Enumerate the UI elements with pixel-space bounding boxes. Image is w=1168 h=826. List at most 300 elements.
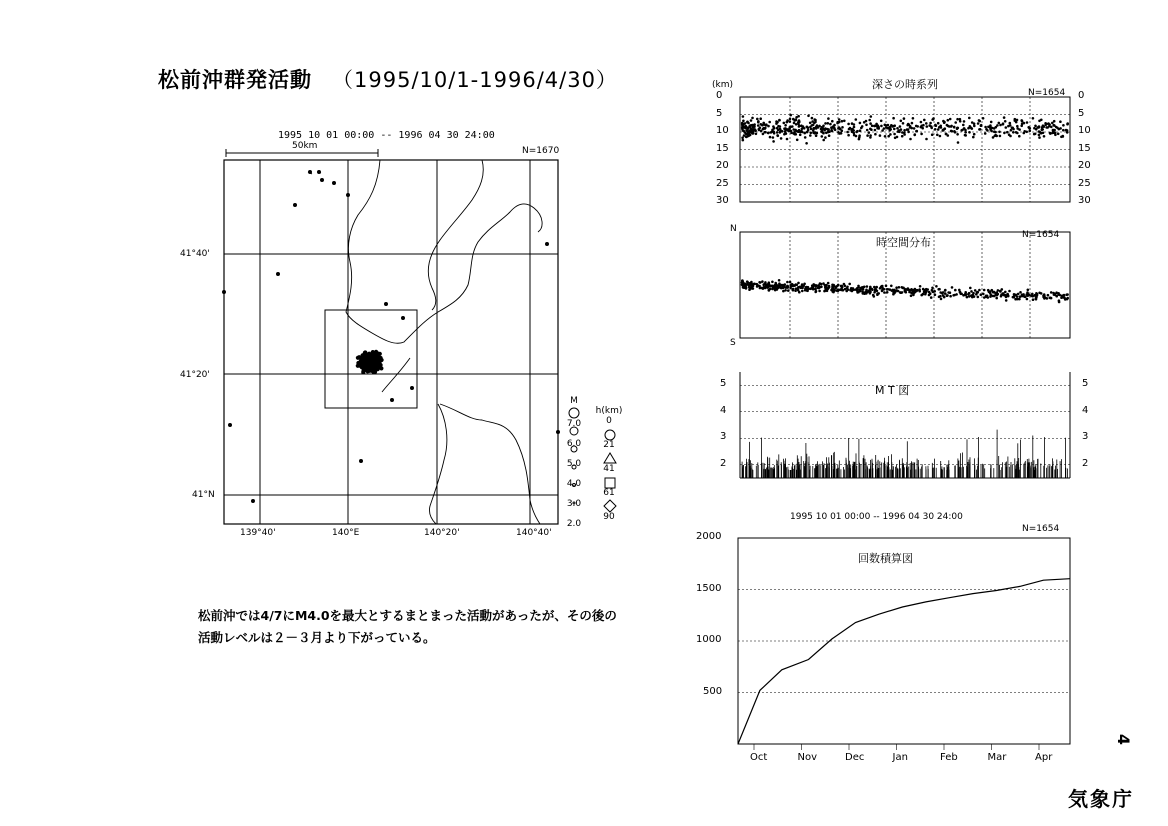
- depth-point: [855, 118, 858, 121]
- depth-point: [847, 123, 850, 126]
- depth-point: [866, 134, 869, 137]
- st-point: [837, 290, 840, 293]
- st-point: [762, 283, 765, 286]
- epicenter-point: [362, 371, 365, 374]
- st-point: [818, 290, 821, 293]
- st-point: [944, 289, 947, 292]
- depth-point: [885, 126, 888, 129]
- st-point: [1002, 293, 1005, 296]
- depth-point: [967, 127, 970, 130]
- st-point: [749, 282, 752, 285]
- depth-point: [793, 131, 796, 134]
- mt-tick-right: 3: [1082, 431, 1089, 443]
- depth-point: [746, 128, 749, 131]
- depth-point: [874, 129, 877, 132]
- depth-tick-right: 0: [1078, 90, 1085, 101]
- depth-point: [870, 115, 873, 118]
- lon-label-139-40: 139°40': [240, 528, 276, 538]
- depth-point: [934, 128, 937, 131]
- depth-point: [818, 125, 821, 128]
- depth-point: [809, 122, 812, 125]
- depth-point: [772, 140, 775, 143]
- st-point: [976, 291, 979, 294]
- depth-point: [752, 132, 755, 135]
- depth-point: [809, 134, 812, 137]
- depth-point: [962, 124, 965, 127]
- depth-point: [776, 131, 779, 134]
- depth-point: [822, 125, 825, 128]
- lat-label-41: 41°N: [192, 490, 215, 500]
- st-point: [844, 285, 847, 288]
- depth-point: [789, 120, 792, 123]
- st-point: [828, 286, 831, 289]
- st-point: [967, 293, 970, 296]
- st-point: [895, 286, 898, 289]
- legend-m-6: 6.0: [566, 439, 582, 449]
- st-point: [1031, 295, 1034, 298]
- coastline: [308, 160, 542, 524]
- mt-tick-left: 5: [720, 378, 727, 390]
- st-point: [940, 298, 943, 301]
- st-point: [746, 283, 749, 286]
- st-point: [1035, 298, 1038, 301]
- st-point: [845, 290, 848, 293]
- depth-point: [940, 126, 943, 129]
- depth-point: [1016, 119, 1019, 122]
- st-point: [743, 285, 746, 288]
- epicenter-point: [294, 204, 297, 207]
- cum-tick-x: Mar: [987, 752, 1007, 763]
- st-point: [938, 288, 941, 291]
- depth-point: [840, 132, 843, 135]
- depth-point: [1011, 126, 1014, 129]
- depth-point: [787, 129, 790, 132]
- cum-tick-y: 1500: [696, 582, 722, 594]
- st-point: [907, 288, 910, 291]
- depth-point: [936, 134, 939, 137]
- depth-tick-left: 5: [716, 107, 723, 119]
- depth-point: [1016, 125, 1019, 128]
- depth-point: [879, 134, 882, 137]
- st-point: [857, 285, 860, 288]
- depth-point: [803, 132, 806, 135]
- depth-point: [986, 129, 989, 132]
- depth-point: [847, 134, 850, 137]
- st-point: [840, 287, 843, 290]
- st-point: [782, 285, 785, 288]
- st-point: [774, 285, 777, 288]
- depth-point: [964, 134, 967, 137]
- cum-chart-n: N=1654: [1022, 524, 1060, 534]
- legend-h-21: 21: [603, 440, 615, 450]
- depth-point: [768, 121, 771, 124]
- depth-point: [868, 119, 871, 122]
- depth-point: [984, 132, 987, 135]
- depth-point: [778, 119, 781, 122]
- depth-point: [893, 128, 896, 131]
- epicenter-point: [277, 273, 280, 276]
- depth-point: [880, 125, 883, 128]
- cum-tick-x: Dec: [845, 752, 865, 763]
- st-point: [999, 290, 1002, 293]
- depth-point: [906, 124, 909, 127]
- depth-point: [1065, 129, 1068, 132]
- depth-tick-left: 30: [716, 195, 729, 206]
- st-point: [925, 290, 928, 293]
- epicenter-point: [385, 303, 388, 306]
- epicenter-point: [318, 171, 321, 174]
- depth-point: [789, 114, 792, 117]
- st-point: [1058, 301, 1061, 304]
- st-point: [923, 291, 926, 294]
- depth-point: [903, 133, 906, 136]
- depth-point: [1029, 130, 1032, 133]
- st-point: [850, 287, 853, 290]
- depth-point: [1012, 131, 1015, 134]
- st-point: [814, 291, 817, 294]
- cum-tick-y: 500: [703, 685, 723, 697]
- st-point: [953, 294, 956, 297]
- depth-point: [780, 137, 783, 140]
- depth-point: [1010, 129, 1013, 132]
- depth-point: [794, 119, 797, 122]
- depth-point: [915, 125, 918, 128]
- st-point: [751, 287, 754, 290]
- depth-point: [893, 133, 896, 136]
- st-point: [946, 294, 949, 297]
- depth-point: [742, 120, 745, 123]
- depth-point: [742, 139, 745, 142]
- epicenter-point: [372, 352, 375, 355]
- depth-point: [750, 119, 753, 122]
- lat-label-41-20: 41°20': [180, 370, 210, 380]
- legend-h-title: h(km): [595, 406, 623, 416]
- depth-tick-right: 5: [1078, 107, 1085, 119]
- depth-point: [763, 123, 766, 126]
- st-point: [969, 287, 972, 290]
- depth-point: [1057, 133, 1060, 136]
- st-point: [982, 293, 985, 296]
- st-chart-south: S: [730, 338, 736, 348]
- depth-point: [814, 131, 817, 134]
- legend-m-2: 2.0: [566, 519, 582, 529]
- st-point: [1032, 298, 1035, 301]
- epicenter-point: [358, 356, 361, 359]
- depth-point: [1009, 122, 1012, 125]
- st-point: [827, 282, 830, 285]
- epicenter-point: [372, 359, 375, 362]
- depth-point: [776, 127, 779, 130]
- depth-point: [798, 125, 801, 128]
- epicenter-point: [321, 179, 324, 182]
- depth-point: [790, 132, 793, 135]
- depth-chart-title: 深さの時系列: [872, 78, 938, 91]
- mt-tick-left: 3: [720, 431, 727, 443]
- depth-point: [931, 118, 934, 121]
- title-text: 松前沖群発活動: [158, 68, 312, 92]
- depth-point: [859, 129, 862, 132]
- depth-point: [1037, 126, 1040, 129]
- depth-point: [998, 122, 1001, 125]
- st-point: [988, 291, 991, 294]
- depth-point: [1044, 122, 1047, 125]
- depth-point: [1034, 125, 1037, 128]
- depth-point: [764, 131, 767, 134]
- depth-point: [811, 117, 814, 120]
- depth-point: [911, 122, 914, 125]
- st-point: [949, 295, 952, 298]
- depth-chart-n: N=1654: [1028, 88, 1066, 98]
- legend-m4-symbol: [572, 465, 576, 469]
- st-point: [931, 287, 934, 290]
- cumulative-line: [738, 579, 1070, 744]
- st-point: [778, 279, 781, 282]
- depth-point: [968, 117, 971, 120]
- depth-point: [866, 129, 869, 132]
- st-point: [910, 295, 913, 298]
- legend-h61-symbol: [604, 500, 616, 512]
- st-point: [928, 291, 931, 294]
- st-point: [1018, 298, 1021, 301]
- depth-point: [767, 125, 770, 128]
- st-point: [786, 281, 789, 284]
- depth-point: [956, 127, 959, 130]
- st-point: [885, 285, 888, 288]
- depth-point: [786, 138, 789, 141]
- depth-point: [1006, 131, 1009, 134]
- st-point: [833, 285, 836, 288]
- depth-point: [892, 117, 895, 120]
- depth-point: [741, 136, 744, 139]
- depth-point: [907, 128, 910, 131]
- depth-point: [901, 135, 904, 138]
- st-point: [840, 285, 843, 288]
- st-point: [893, 292, 896, 295]
- st-point: [782, 290, 785, 293]
- st-point: [881, 290, 884, 293]
- depth-point: [889, 128, 892, 131]
- depth-point: [1002, 122, 1005, 125]
- depth-point: [871, 125, 874, 128]
- legend-m-7: 7.0: [566, 419, 582, 429]
- depth-point: [980, 124, 983, 127]
- depth-point: [1004, 120, 1007, 123]
- st-point: [801, 290, 804, 293]
- depth-point: [1033, 127, 1036, 130]
- st-point: [873, 286, 876, 289]
- st-point: [793, 284, 796, 287]
- depth-point: [1046, 126, 1049, 129]
- depth-point: [900, 120, 903, 123]
- depth-point: [999, 124, 1002, 127]
- depth-point: [1066, 123, 1069, 126]
- epicenter-point: [360, 460, 363, 463]
- legend-m-5: 5.0: [566, 459, 582, 469]
- depth-point: [781, 130, 784, 133]
- epicenter-point: [367, 361, 370, 364]
- depth-point: [786, 121, 789, 124]
- legend-h-0: 0: [606, 416, 612, 426]
- depth-point: [887, 124, 890, 127]
- legend-h41-symbol: [605, 478, 615, 488]
- depth-point: [893, 124, 896, 127]
- legend-h-90: 90: [603, 512, 615, 522]
- depth-point: [812, 124, 815, 127]
- st-point: [1025, 293, 1028, 296]
- depth-point: [939, 135, 942, 138]
- depth-point: [851, 122, 854, 125]
- st-point: [942, 294, 945, 297]
- depth-point: [757, 124, 760, 127]
- epicenter-point: [309, 171, 312, 174]
- lon-label-140: 140°E: [332, 528, 360, 538]
- depth-point: [903, 129, 906, 132]
- depth-point: [978, 119, 981, 122]
- depth-point: [902, 122, 905, 125]
- st-point: [1007, 295, 1010, 298]
- depth-point: [812, 128, 815, 131]
- st-point: [1023, 295, 1026, 298]
- depth-point: [928, 124, 931, 127]
- depth-point: [1038, 134, 1041, 137]
- cum-tick-x: Feb: [940, 752, 958, 763]
- st-point: [978, 289, 981, 292]
- depth-point: [937, 128, 940, 131]
- depth-point: [1015, 131, 1018, 134]
- depth-point: [998, 131, 1001, 134]
- depth-tick-right: 25: [1078, 177, 1091, 189]
- depth-point: [762, 133, 765, 136]
- st-point: [873, 291, 876, 294]
- epicenter-point: [368, 357, 371, 360]
- legend-m2-symbol: [573, 502, 575, 504]
- epicenter-point: [365, 358, 368, 361]
- st-point: [765, 285, 768, 288]
- st-point: [934, 293, 937, 296]
- st-point: [886, 291, 889, 294]
- depth-point: [821, 130, 824, 133]
- st-point: [876, 290, 879, 293]
- depth-tick-left: 20: [716, 160, 729, 171]
- depth-point: [964, 131, 967, 134]
- depth-point: [747, 122, 750, 125]
- depth-point: [991, 127, 994, 130]
- depth-point: [792, 128, 795, 131]
- legend-h0-symbol: [605, 430, 615, 440]
- depth-point: [815, 134, 818, 137]
- st-point: [779, 284, 782, 287]
- depth-point: [824, 127, 827, 130]
- depth-point: [1034, 133, 1037, 136]
- depth-point: [783, 122, 786, 125]
- depth-tick-right: 10: [1078, 125, 1091, 136]
- st-point: [951, 286, 954, 289]
- depth-point: [749, 131, 752, 134]
- depth-point: [925, 122, 928, 125]
- st-point: [789, 286, 792, 289]
- st-point: [771, 285, 774, 288]
- st-point: [966, 296, 969, 299]
- st-point: [890, 285, 893, 288]
- depth-point: [915, 130, 918, 133]
- depth-point: [828, 134, 831, 137]
- st-point: [837, 284, 840, 287]
- legend-symbols: [569, 408, 616, 512]
- epicenter-point: [379, 356, 382, 359]
- depth-point: [1051, 122, 1054, 125]
- comment-text: 松前沖では4/7にM4.0を最大とするまとまった活動があったが、その後の活動レベルは２－３月より下がっている。: [198, 608, 617, 645]
- depth-point: [874, 133, 877, 136]
- st-point: [939, 295, 942, 298]
- depth-point: [1005, 126, 1008, 129]
- depth-point: [810, 132, 813, 135]
- st-point: [790, 283, 793, 286]
- st-point: [741, 279, 744, 282]
- depth-point: [838, 118, 841, 121]
- depth-point: [767, 132, 770, 135]
- legend-h-41: 41: [603, 464, 615, 474]
- depth-point: [856, 130, 859, 133]
- st-point: [1052, 292, 1055, 295]
- depth-point: [821, 135, 824, 138]
- st-point: [805, 286, 808, 289]
- depth-tick-left: 0: [716, 90, 723, 101]
- st-point: [1050, 291, 1053, 294]
- mt-chart-title: M T 図: [875, 384, 910, 397]
- depth-point: [947, 125, 950, 128]
- page-number: 4: [1114, 733, 1134, 746]
- st-point: [868, 289, 871, 292]
- depth-point: [793, 122, 796, 125]
- st-point: [876, 292, 879, 295]
- cum-tick-x: Apr: [1035, 752, 1053, 763]
- epicenter-point: [372, 364, 375, 367]
- depth-point: [843, 120, 846, 123]
- st-point: [846, 286, 849, 289]
- depth-point: [870, 128, 873, 131]
- depth-point: [841, 126, 844, 129]
- st-point: [1008, 290, 1011, 293]
- depth-point: [825, 132, 828, 135]
- st-point: [974, 289, 977, 292]
- st-point: [775, 288, 778, 291]
- depth-point: [855, 135, 858, 138]
- epicenter-point: [391, 399, 394, 402]
- st-point: [758, 281, 761, 284]
- depth-point: [896, 127, 899, 130]
- depth-point: [926, 125, 929, 128]
- depth-point: [954, 121, 957, 124]
- depth-point: [1003, 116, 1006, 119]
- depth-point: [824, 136, 827, 139]
- depth-point: [771, 129, 774, 132]
- legend-m3-symbol: [573, 484, 576, 487]
- depth-chart: [740, 97, 1070, 202]
- st-point: [752, 285, 755, 288]
- depth-point: [945, 133, 948, 136]
- epicenter-point: [223, 291, 226, 294]
- depth-point: [959, 118, 962, 121]
- depth-point: [743, 134, 746, 137]
- depth-point: [796, 139, 799, 142]
- depth-point: [1043, 135, 1046, 138]
- depth-point: [865, 120, 868, 123]
- depth-point: [759, 117, 762, 120]
- st-point: [811, 287, 814, 290]
- depth-point: [921, 127, 924, 130]
- epicenter-point: [380, 367, 383, 370]
- depth-point: [839, 128, 842, 131]
